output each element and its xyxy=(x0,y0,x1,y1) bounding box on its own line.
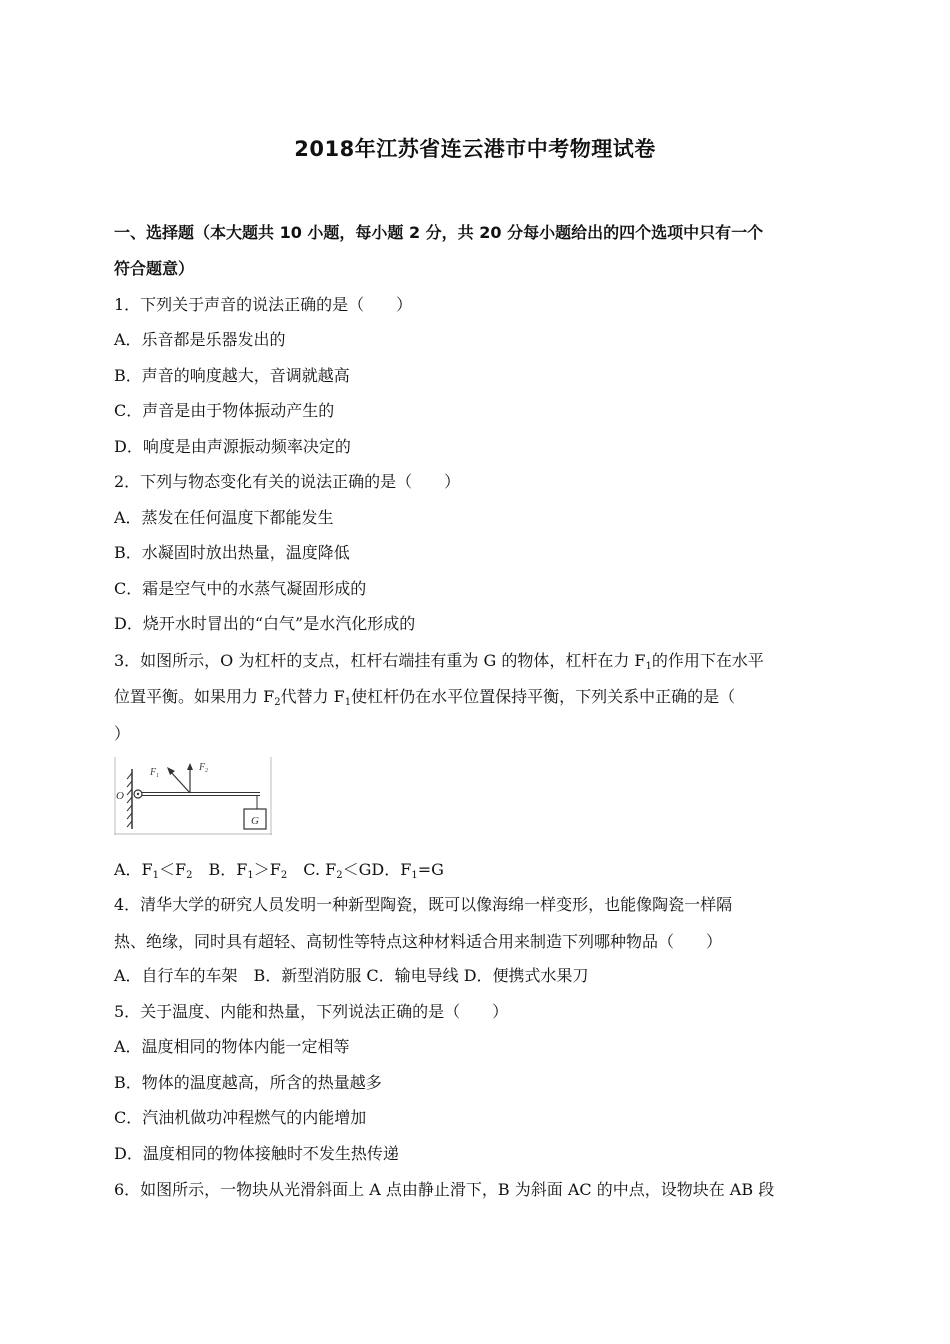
lever-diagram xyxy=(114,757,272,835)
q2-option-d: D．烧开水时冒出的“白气”是水汽化形成的 xyxy=(114,614,416,633)
q2-stem: 2．下列与物态变化有关的说法正确的是（ ） xyxy=(114,472,461,491)
q3-opt-sub: 2 xyxy=(336,870,343,881)
q3-text: 的作用下在水平 xyxy=(651,651,764,670)
q3-stem-line3: ） xyxy=(114,724,131,743)
label-f1: F xyxy=(150,767,157,778)
q1-stem: 1．下列关于声音的说法正确的是（ ） xyxy=(114,295,413,314)
q4-stem-line2: 热、绝缘，同时具有超轻、高韧性等特点这种材料适合用来制造下列哪种物品（ ） xyxy=(114,932,723,951)
page-title: 2018年江苏省连云港市中考物理试卷 xyxy=(294,137,656,161)
q1-option-d: D．响度是由声源振动频率决定的 xyxy=(114,437,351,456)
label-g: G xyxy=(251,815,259,827)
section-heading-cont: 符合题意） xyxy=(114,259,195,278)
q2-option-b: B．水凝固时放出热量，温度降低 xyxy=(114,543,350,562)
q5-option-a: A．温度相同的物体内能一定相等 xyxy=(114,1037,350,1056)
label-o: O xyxy=(116,790,124,802)
q3-stem-line1 xyxy=(114,650,844,678)
q1-option-b: B．声音的响度越大，音调就越高 xyxy=(114,366,350,385)
q5-option-d: D．温度相同的物体接触时不发生热传递 xyxy=(114,1144,399,1163)
q3-sub: 1 xyxy=(344,697,352,708)
q3-opt-sub: 2 xyxy=(186,870,193,881)
q1-option-a: A．乐音都是乐器发出的 xyxy=(114,330,286,349)
q1-option-c: C．声音是由于物体振动产生的 xyxy=(114,401,335,420)
label-f1-sub: 1 xyxy=(156,773,159,779)
q3-opt-text: ＜F xyxy=(159,860,187,879)
q3-text: 3．如图所示，O 为杠杆的支点，杠杆右端挂有重为 G 的物体，杠杆在力 F xyxy=(114,651,646,670)
q3-opt-text: ＜GD．F xyxy=(342,860,412,879)
pivot-center xyxy=(137,793,139,795)
q5-option-b: B．物体的温度越高，所含的热量越多 xyxy=(114,1073,382,1092)
q3-options xyxy=(114,859,844,887)
q2-option-c: C．霜是空气中的水蒸气凝固形成的 xyxy=(114,579,367,598)
q2-option-a: A．蒸发在任何温度下都能发生 xyxy=(114,508,334,527)
q3-opt-sub: 2 xyxy=(280,870,288,881)
q3-opt-text: A．F xyxy=(114,860,153,879)
q3-opt-sub: 1 xyxy=(152,870,160,881)
q3-sub: 1 xyxy=(645,661,652,672)
q3-opt-text: =G xyxy=(417,860,444,879)
q3-text: 使杠杆仍在水平位置保持平衡，下列关系中正确的是（ xyxy=(351,687,736,706)
label-f2-sub: 2 xyxy=(205,768,208,774)
q3-opt-text: B．F xyxy=(192,860,248,879)
q3-opt-text: C. F xyxy=(287,860,337,879)
label-f2: F xyxy=(199,762,206,773)
q5-stem: 5．关于温度、内能和热量，下列说法正确的是（ ） xyxy=(114,1002,509,1021)
q3-opt-sub: 1 xyxy=(411,870,418,881)
q3-sub: 2 xyxy=(274,697,281,708)
q5-option-c: C．汽油机做功冲程燃气的内能增加 xyxy=(114,1108,367,1127)
q6-stem-line1: 6．如图所示，一物块从光滑斜面上 A 点由静止滑下，B 为斜面 AC 的中点，设物块在 AB 段 xyxy=(114,1180,775,1199)
q3-stem-line2 xyxy=(114,686,844,714)
q3-text: 代替力 F xyxy=(280,687,345,706)
section-heading: 一、选择题（本大题共 10 小题，每小题 2 分，共 20 分每小题给出的四个选项中只有一个 xyxy=(114,223,764,242)
q4-stem-line1: 4．清华大学的研究人员发明一种新型陶瓷，既可以像海绵一样变形，也能像陶瓷一样隔 xyxy=(114,895,733,914)
q3-opt-text: ＞F xyxy=(253,860,281,879)
q4-options: A．自行车的车架 B．新型消防服 C．输电导线 D．便携式水果刀 xyxy=(114,966,589,985)
q3-text: 位置平衡。如果用力 F xyxy=(114,687,275,706)
q3-opt-sub: 1 xyxy=(247,870,254,881)
